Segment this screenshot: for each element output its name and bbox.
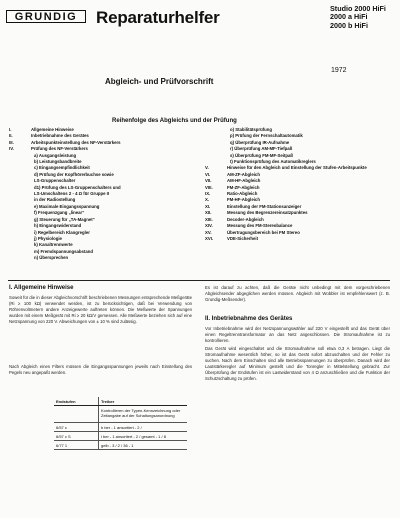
toc-right-column: [205, 127, 390, 242]
toc-text: Ratio-Abgleich: [227, 191, 258, 197]
toc-text: Übertragungsbereich bei FM Stereo: [227, 229, 300, 235]
table-cell: [54, 406, 99, 423]
section-1-heading: I. Allgemeine Hinweise: [9, 285, 74, 291]
toc-text: i) Regelbereich Klangregler: [34, 229, 90, 235]
toc-text: g) Steuerung für „TA-Magnet“: [34, 216, 95, 222]
toc-text: p) Prüfung der Fernschaltautomatik: [230, 133, 303, 139]
table-row: [54, 441, 187, 450]
toc-number: XIV.: [205, 223, 213, 229]
toc-text: j) Physiologie: [34, 235, 62, 241]
toc-text: LS-Umschaltens 2 - 4 Ω für Gruppe II: [34, 191, 110, 197]
toc-text: FM-HF-Abgleich: [227, 197, 260, 203]
toc-text: AM-HF-Abgleich: [227, 178, 261, 184]
toc-text: Messung des FM-Stereobalance: [227, 223, 293, 229]
toc-text: VDE-Sicherheit: [227, 235, 259, 241]
toc-text: AM-ZF-Abgleich: [227, 171, 260, 177]
toc-text: q) Überprüfung IR-Aufnahme: [230, 139, 290, 145]
toc-number: V.: [205, 165, 209, 171]
toc-text: m) Fremdspannungsabstand: [34, 248, 93, 254]
toc-text: d1) Prüfung des LS-Gruppenschalters und: [34, 184, 121, 190]
table-cell: l ber - 1 ansortiert - 2 / gesamt - 1 / 8: [99, 432, 188, 441]
toc-number: XII.: [205, 210, 212, 216]
toc-text: Prüfung des NF-Verstärkers: [31, 146, 88, 152]
toc-text: in der Radiostellung: [34, 197, 76, 203]
toc-text: o) Stabilitätsprüfung: [230, 127, 273, 132]
toc-entry: [205, 236, 390, 242]
toc-text: LS-Gruppenschalter: [34, 178, 76, 184]
toc-number: VII.: [205, 178, 212, 184]
toc-text: Inbetriebnahme des Gerätes: [31, 133, 89, 139]
section-1-paragraph: Nach Abgleich eines Filters müssen die Eingangsspannungen jeweils nach Einstellung des Pegels neu angepaßt werden.: [9, 364, 192, 375]
toc-text: s) Überprüfung FM-MF-Seitpaß: [230, 152, 294, 158]
toc-number: XIII.: [205, 216, 213, 222]
table-cell: 6/77 1: [54, 441, 99, 450]
table-header: Endstufen: [54, 397, 99, 406]
toc-entry: [9, 255, 194, 261]
document-subtitle: Abgleich- und Prüfvorschrift: [105, 77, 214, 86]
toc-number: [9, 255, 31, 261]
toc-text: Decoder-Abgleich: [227, 216, 264, 222]
toc-number: IV.: [9, 146, 14, 152]
table-header: Treiber: [99, 397, 188, 406]
toc-text: Messung des Begrenzereinsatzpunktes: [227, 210, 308, 216]
toc-text: f) Frequenzgang „linear“: [34, 210, 85, 216]
toc-text: FM-ZF-Abgleich: [227, 184, 260, 190]
toc-text: e) Maximale Eingangsspannung: [34, 203, 100, 209]
toc-text: c) Eingangsempfindlichkeit: [34, 165, 90, 171]
model-item: 2000 a HiFi: [330, 12, 368, 22]
toc-text: Hinweise für den Abgleich und Einstellung der Stufen-Arbeitspunkte: [227, 165, 367, 171]
toc-number: I.: [9, 127, 12, 132]
section-divider: [8, 280, 390, 281]
table-cell: gelb - 3 / 2 / 36 - 1: [99, 441, 188, 450]
grundig-logo: GRUNDIG: [6, 10, 86, 23]
toc-text: r) Überprüfung AM-MF-Tiefpaß: [230, 146, 293, 152]
toc-text: a) Ausgangsleistung: [34, 152, 77, 158]
table-cell: 6/57 c: [54, 423, 99, 432]
table-cell: 6/57 c S: [54, 432, 99, 441]
toc-text: b) Leistungsbandbreite: [34, 159, 82, 165]
toc-left-column: [9, 127, 194, 262]
section-2-paragraph: Das Gerät wird eingeschaltet und die Stromaufnahme soll etwa 0,3 A betragen. Liegt die Stromaufnahme wesentlich höher, so ist das Gerät sofort abzuschalten und der Fehler zu suchen. Nach dem Einschalten sind alle Betriebsspannungen zu überprüfen. Danach wird der Lautstärkeregler auf Minimum gestellt und die Tonregler in Mittelstellung gebracht. Zur Überprüfung der Endstufen ist ein Lastwiderstand von 4 Ω anzuschließen und die Funktion der Schutzschaltung zu prüfen.: [205, 346, 390, 381]
toc-number: VIII.: [205, 184, 213, 190]
toc-number: X.: [205, 197, 210, 203]
model-list: [330, 5, 386, 30]
toc-number: IX.: [205, 191, 211, 197]
model-item: Studio 2000 HiFi: [330, 4, 386, 13]
model-item: 2000 b HiFi: [330, 20, 368, 30]
toc-number: II.: [9, 133, 13, 139]
section-2-heading: II. Inbetriebnahme des Gerätes: [205, 316, 293, 322]
toc-text: Allgemeine Hinweise: [31, 127, 74, 132]
table-row: [54, 423, 187, 432]
table-row: [54, 406, 187, 423]
toc-number: III.: [9, 139, 14, 145]
toc-number: XV.: [205, 229, 212, 235]
transistor-table: [54, 397, 187, 450]
section-1-paragraph: Soweit für die in dieser Abgleichvorschrift beschriebenen Messungen entsprechende Meßgeräte (Ri ≥ 100 kΩ) verwendet werden, ist zu berücksichtigen, daß bei Verwendung von Röhrenvoltmetern andere Anzeigewerte auftreten können. Die Meßwerte der Spannungen wurden mit einem Meßgerät mit Ri ≥ 20 kΩ/V gemessen. Alle Meßwerte beziehen sich auf eine Netzspannung von 220 V. Abweichungen von ± 10 % sind zulässig.: [9, 295, 192, 324]
section-2-intro: Es ist darauf zu achten, daß die Geräte nicht unbedingt mit dem vorgeschriebenen Abgleichsender abgeglichen werden müssen. Abgleich mit Wobbler ist empfehlenswert (z. B. Grundig-Meßsender).: [205, 285, 390, 302]
year-label: 1972: [331, 67, 347, 74]
toc-text: Arbeitspunkteinstellung des NF-Verstärkers: [31, 139, 121, 145]
toc-text: t) Funktionsprüfung des Automatikreglers: [230, 159, 316, 165]
table-row: [54, 432, 187, 441]
toc-text: h) Eingangswiderstand: [34, 223, 82, 229]
toc-text: Einstellung der FM-Stationsanzeiger: [227, 203, 302, 209]
section-2-paragraph: Vor Inbetriebnahme wird der Netzspannungswähler auf 220 V eingestellt und das Gerät über einen Regeltrenntransformator an das Netz angeschlossen. Die Stromaufnahme ist zu kontrollieren.: [205, 326, 390, 343]
toc-text: n) Übersprechen: [34, 255, 69, 261]
toc-number: XVI.: [205, 235, 214, 241]
table-cell: b ber - 1 ansortiert - 2 /: [99, 423, 188, 432]
toc-number: VI.: [205, 171, 211, 177]
toc-number: XI.: [205, 203, 211, 209]
order-heading: Reihenfolge des Abgleichs und der Prüfung: [112, 118, 237, 124]
toc-text: d) Prüfung der Kopfhörerbuchse sowie: [34, 171, 114, 177]
document-title: Reparaturhelfer: [96, 8, 220, 27]
table-cell: Kontrollieren der Typen-Kennzeichnung oder Zeitangabe auf der Schaltungsanordnung: [99, 406, 188, 423]
toc-text: k) Kanaltrennwerte: [34, 242, 73, 248]
